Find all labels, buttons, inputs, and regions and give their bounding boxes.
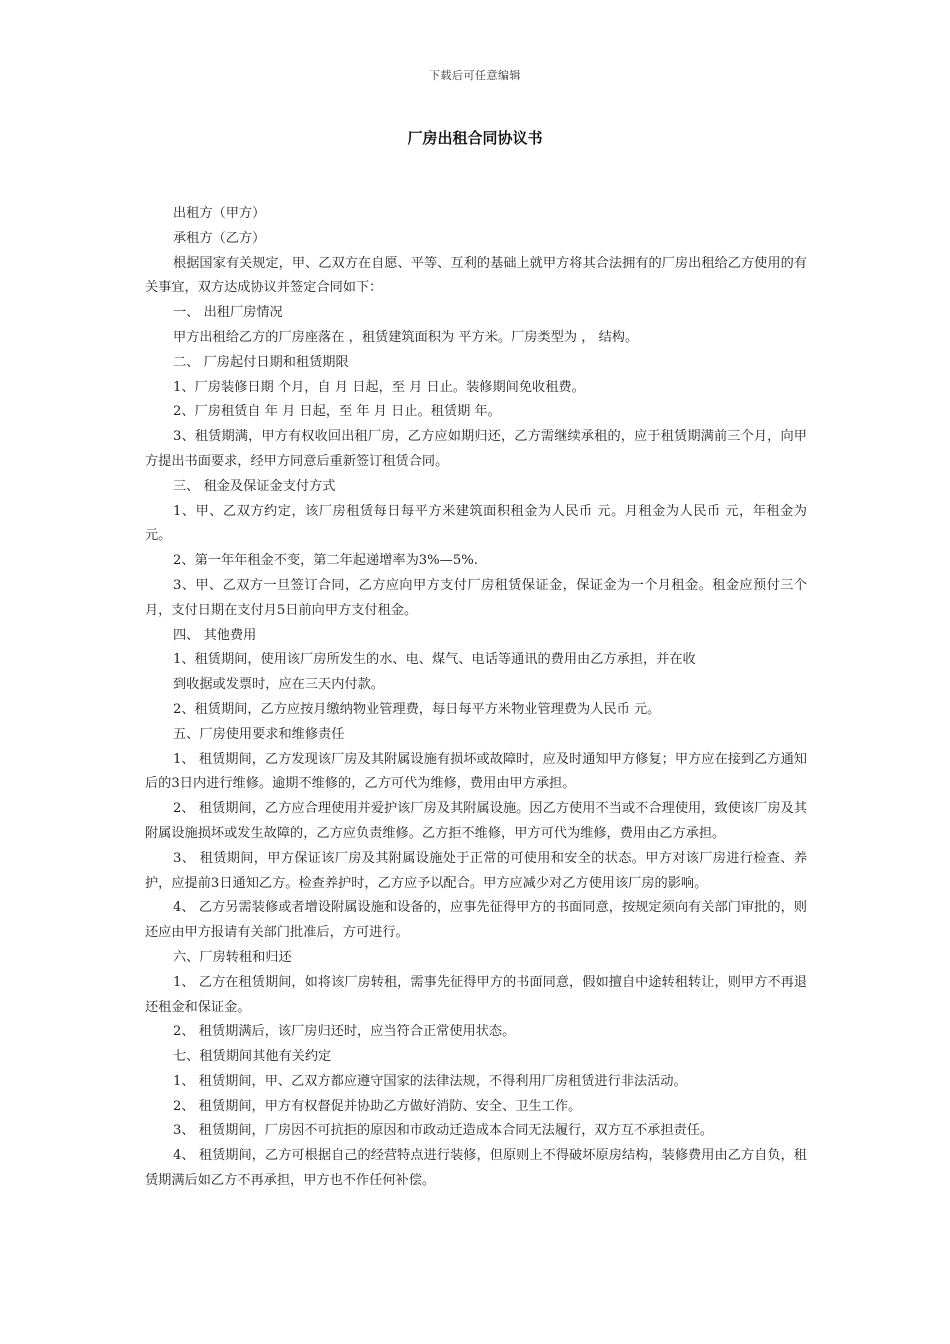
section-heading-1: 一、 出租厂房情况 xyxy=(173,305,283,321)
clause-paragraph: 2、租赁期间，乙方应按月缴纳物业管理费，每日每平方米物业管理费为人民币 元。 xyxy=(173,701,661,717)
clause-paragraph: 2、 租赁期满后，该厂房归还时，应当符合正常使用状态。 xyxy=(173,1024,516,1040)
clause-paragraph: 1、 乙方在租赁期间，如将该厂房转租，需事先征得甲方的书面同意，假如擅自中途转租转让，则甲方不再退还租金和保证金。 xyxy=(145,974,807,1015)
clause-paragraph: 2、 租赁期间，乙方应合理使用并爱护该厂房及其附属设施。因乙方使用不当或不合理使用，致使该厂房及其附属设施损坏或发生故障的，乙方应负责维修。乙方拒不维修，甲方可代为维修，费用由乙方承担。 xyxy=(145,801,807,841)
clause-continuation: 到收据或发票时，应在三天内付款。 xyxy=(173,677,384,693)
clause-paragraph: 2、厂房租赁自 年 月 日起，至 年 月 日止。租赁期 年。 xyxy=(173,404,501,420)
section-heading-2: 二、 厂房起付日期和租赁期限 xyxy=(173,354,349,370)
page-header-note: 下载后可任意编辑 xyxy=(429,69,521,82)
section-heading-4: 四、 其他费用 xyxy=(173,627,257,643)
clause-paragraph: 1、 租赁期间，甲、乙双方都应遵守国家的法律法规，不得利用厂房租赁进行非法活动。 xyxy=(173,1073,687,1089)
document-body xyxy=(145,202,807,1194)
clause-paragraph: 1、厂房装修日期 个月，自 月 日起，至 月 日止。装修期间免收租费。 xyxy=(173,379,585,395)
clause-paragraph: 1、甲、乙双方约定，该厂房租赁每日每平方米建筑面积租金为人民币 元。月租金为人民币 元，年租金为 元。 xyxy=(145,503,807,544)
clause-paragraph: 4、 租赁期间，乙方可根据自己的经营特点进行装修，但原则上不得破坏原房结构，装修费用由乙方自负，租赁期满后如乙方不再承担，甲方也不作任何补偿。 xyxy=(145,1148,807,1189)
clause-paragraph: 1、 租赁期间，乙方发现该厂房及其附属设施有损坏或故障时，应及时通知甲方修复；甲方应在接到乙方通知后的3日内进行维修。逾期不维修的，乙方可代为维修，费用由甲方承担。 xyxy=(145,751,807,792)
clause-paragraph: 甲方出租给乙方的厂房座落在 ，租赁建筑面积为 平方米。厂房类型为 ， 结构。 xyxy=(173,329,639,345)
section-heading-5: 五、厂房使用要求和维修责任 xyxy=(173,726,345,742)
clause-paragraph: 2、 租赁期间，甲方有权督促并协助乙方做好消防、安全、卫生工作。 xyxy=(173,1098,582,1114)
section-heading-3: 三、 租金及保证金支付方式 xyxy=(173,478,336,494)
document-title: 厂房出租合同协议书 xyxy=(407,129,543,147)
clause-paragraph: 4、 乙方另需装修或者增设附属设施和设备的，应事先征得甲方的书面同意，按规定须向有关部门审批的，则还应由甲方报请有关部门批准后，方可进行。 xyxy=(145,900,807,941)
clause-paragraph: 3、 租赁期间，厂房因不可抗拒的原因和市政动迁造成本合同无法履行，双方互不承担责任。 xyxy=(173,1123,714,1139)
clause-paragraph: 2、第一年年租金不变，第二年起递增率为3%—5%. xyxy=(173,553,478,569)
clause-paragraph: 1、租赁期间，使用该厂房所发生的水、电、煤气、电话等通讯的费用由乙方承担，并在收 xyxy=(173,652,696,668)
clause-paragraph: 3、甲、乙双方一旦签订合同，乙方应向甲方支付厂房租赁保证金，保证金为一个月租金。租金应预付三个月，支付日期在支付月5日前向甲方支付租金。 xyxy=(145,577,807,618)
clause-paragraph: 3、租赁期满，甲方有权收回出租厂房，乙方应如期归还，乙方需继续承租的，应于租赁期满前三个月，向甲方提出书面要求，经甲方同意后重新签订租赁合同。 xyxy=(145,429,807,469)
party-a-line: 出租方（甲方） xyxy=(173,206,266,221)
section-heading-7: 七、租赁期间其他有关约定 xyxy=(173,1049,332,1065)
party-b-line: 承租方（乙方） xyxy=(173,230,266,246)
section-heading-6: 六、厂房转租和归还 xyxy=(173,949,292,965)
clause-paragraph: 3、 租赁期间，甲方保证该厂房及其附属设施处于正常的可使用和安全的状态。甲方对该厂房进行检查、养护，应提前3日通知乙方。检查养护时，乙方应予以配合。甲方应减少对乙方使用该厂房的影响。 xyxy=(145,850,807,891)
preamble-paragraph: 根据国家有关规定，甲、乙双方在自愿、平等、互利的基础上就甲方将其合法拥有的厂房出租给乙方使用的有关事宜，双方达成协议并签定合同如下： xyxy=(145,255,807,296)
